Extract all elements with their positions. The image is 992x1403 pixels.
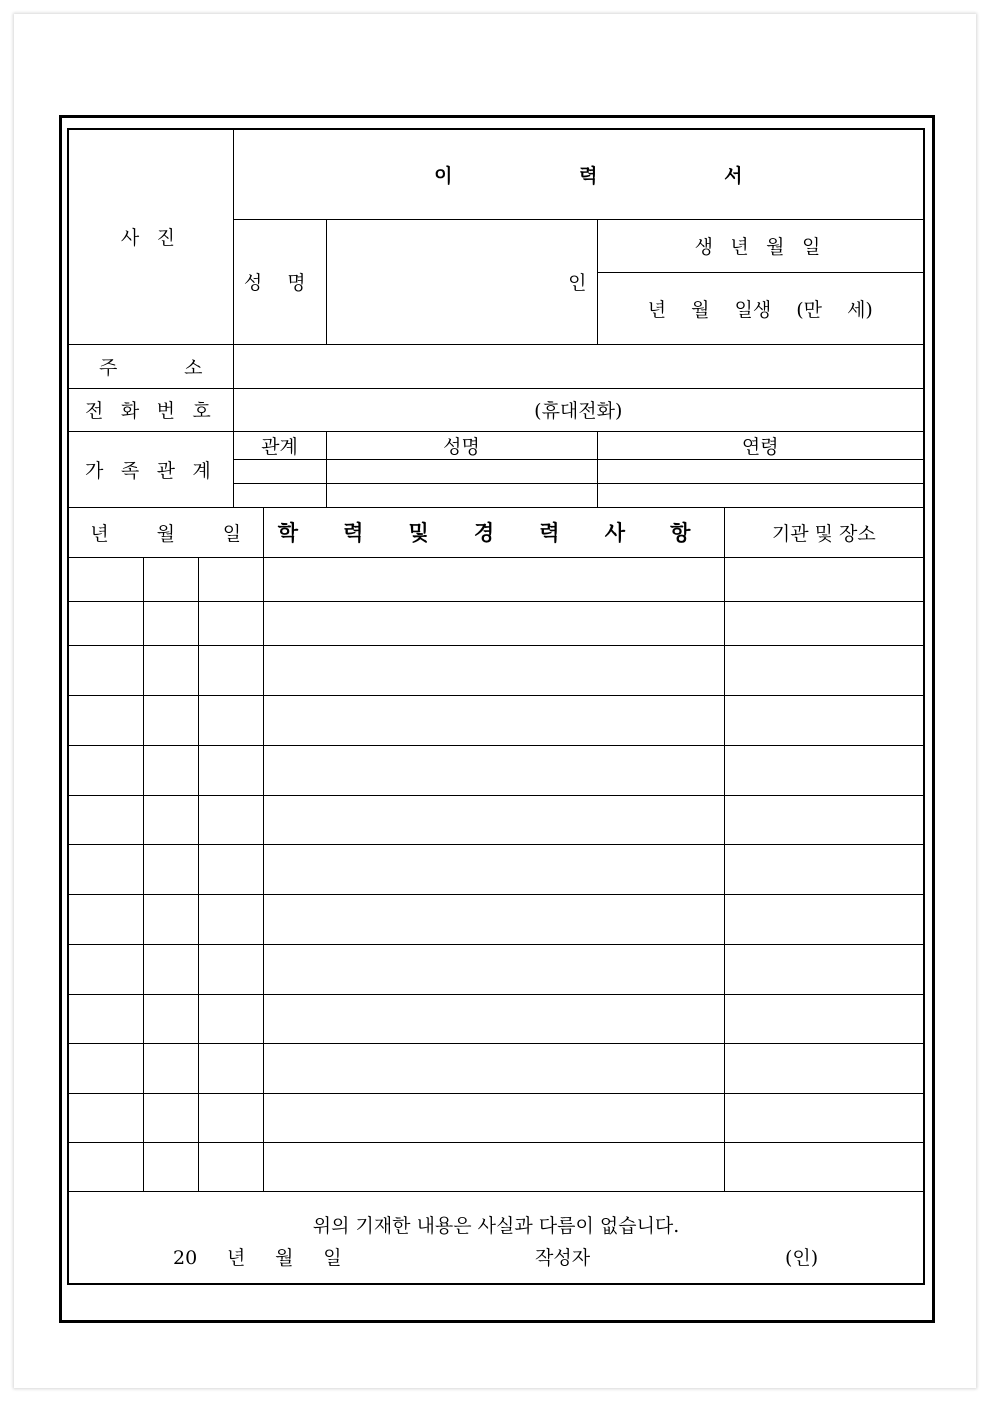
- history-place-field[interactable]: [724, 695, 924, 745]
- history-row: [68, 745, 924, 795]
- history-detail-field[interactable]: [263, 795, 724, 844]
- history-day-field[interactable]: [198, 1093, 263, 1142]
- history-detail-field[interactable]: [263, 1142, 724, 1191]
- history-place-field[interactable]: [724, 844, 924, 894]
- title-char-2: 력: [579, 164, 598, 187]
- history-day-field[interactable]: [198, 795, 263, 844]
- history-year-field[interactable]: [68, 1043, 143, 1093]
- history-day-field[interactable]: [198, 894, 263, 944]
- address-field[interactable]: [233, 344, 924, 388]
- history-place-field[interactable]: [724, 994, 924, 1043]
- history-day-field[interactable]: [198, 645, 263, 695]
- history-main-header: [263, 507, 724, 557]
- birth-label: 생 년 월 일: [694, 236, 826, 258]
- history-place-field[interactable]: [724, 601, 924, 645]
- history-place-header: [724, 507, 924, 557]
- phone-field[interactable]: [233, 388, 924, 431]
- birth-label-cell: [597, 219, 924, 272]
- birth-value: 년 월 일생 (만 세): [647, 298, 873, 321]
- history-day-field[interactable]: [198, 695, 263, 745]
- history-detail-field[interactable]: [263, 844, 724, 894]
- writer-label: 작성자: [535, 1246, 591, 1269]
- history-place-field[interactable]: [724, 557, 924, 601]
- family-name-field[interactable]: [326, 483, 597, 507]
- history-place-field[interactable]: [724, 1043, 924, 1093]
- resume-form: [67, 128, 925, 1285]
- family-header-relation: 관계: [233, 431, 326, 459]
- history-place-field[interactable]: [724, 894, 924, 944]
- history-year-field[interactable]: [68, 844, 143, 894]
- history-month-field[interactable]: [143, 795, 198, 844]
- history-row: [68, 894, 924, 944]
- history-day-field[interactable]: [198, 557, 263, 601]
- history-year-field[interactable]: [68, 645, 143, 695]
- mobile-label: (휴대전화): [534, 400, 623, 422]
- history-detail-field[interactable]: [263, 994, 724, 1043]
- history-row: [68, 795, 924, 844]
- history-place-field[interactable]: [724, 645, 924, 695]
- history-day-field[interactable]: [198, 944, 263, 994]
- history-row: [68, 557, 924, 601]
- history-date-header: [68, 507, 263, 557]
- history-month-field[interactable]: [143, 1093, 198, 1142]
- history-month-field[interactable]: [143, 844, 198, 894]
- history-year-field[interactable]: [68, 557, 143, 601]
- history-detail-field[interactable]: [263, 557, 724, 601]
- title-char-1: 이: [434, 164, 453, 187]
- history-place-field[interactable]: [724, 745, 924, 795]
- photo-label: 사 진: [120, 227, 181, 250]
- history-month-field[interactable]: [143, 645, 198, 695]
- history-month-field[interactable]: [143, 695, 198, 745]
- photo-box[interactable]: [68, 129, 233, 344]
- history-month-field[interactable]: [143, 1043, 198, 1093]
- history-month-field[interactable]: [143, 944, 198, 994]
- family-name-field[interactable]: [326, 459, 597, 483]
- phone-label: 전 화 번 호: [85, 400, 217, 422]
- history-day-field[interactable]: [198, 1043, 263, 1093]
- history-year-field[interactable]: [68, 1093, 143, 1142]
- family-age-field[interactable]: [597, 459, 924, 483]
- history-year-field[interactable]: [68, 944, 143, 994]
- history-row: [68, 645, 924, 695]
- history-month-field[interactable]: [143, 557, 198, 601]
- history-row: [68, 844, 924, 894]
- family-header-age: 연령: [597, 431, 924, 459]
- history-row: [68, 601, 924, 645]
- name-label-cell: [233, 219, 326, 344]
- history-row: [68, 695, 924, 745]
- history-day-field[interactable]: [198, 844, 263, 894]
- history-row: [68, 1093, 924, 1142]
- history-detail-field[interactable]: [263, 601, 724, 645]
- history-detail-field[interactable]: [263, 695, 724, 745]
- phone-label-cell: [68, 388, 233, 431]
- birth-field[interactable]: [597, 272, 924, 344]
- history-detail-field[interactable]: [263, 1043, 724, 1093]
- history-detail-field[interactable]: [263, 944, 724, 994]
- address-label: 주 소: [98, 356, 203, 379]
- history-year-field[interactable]: [68, 1142, 143, 1191]
- history-place-field[interactable]: [724, 944, 924, 994]
- history-day-field[interactable]: [198, 1142, 263, 1191]
- history-detail-field[interactable]: [263, 745, 724, 795]
- name-label: 성 명: [243, 272, 316, 294]
- history-main-header-text: 학 력 및 경 력 사 항: [277, 520, 710, 545]
- history-year-field[interactable]: [68, 795, 143, 844]
- history-month-field[interactable]: [143, 1142, 198, 1191]
- document-title: [233, 129, 924, 219]
- family-relation-field[interactable]: [233, 459, 326, 483]
- family-age-field[interactable]: [597, 483, 924, 507]
- signature-seal[interactable]: (인): [785, 1246, 819, 1269]
- signature-date[interactable]: 20 년 월 일: [173, 1246, 342, 1269]
- history-place-field[interactable]: [724, 795, 924, 844]
- declaration-statement: 위의 기재한 내용은 사실과 다름이 없습니다.: [312, 1214, 680, 1237]
- history-day-field[interactable]: [198, 745, 263, 795]
- history-month-field[interactable]: [143, 601, 198, 645]
- history-month-field[interactable]: [143, 994, 198, 1043]
- history-row: [68, 1142, 924, 1191]
- signature-section: [68, 1191, 924, 1284]
- history-detail-field[interactable]: [263, 894, 724, 944]
- family-label-cell: [68, 431, 233, 507]
- history-day-field[interactable]: [198, 994, 263, 1043]
- history-detail-field[interactable]: [263, 1093, 724, 1142]
- history-day-field[interactable]: [198, 601, 263, 645]
- history-month-field[interactable]: [143, 894, 198, 944]
- history-row: [68, 1043, 924, 1093]
- history-date-header-text: 년 월 일: [90, 522, 242, 545]
- history-year-field[interactable]: [68, 745, 143, 795]
- address-label-cell: [68, 344, 233, 388]
- family-relation-field[interactable]: [233, 483, 326, 507]
- history-row: [68, 994, 924, 1043]
- title-char-3: 서: [724, 164, 743, 187]
- name-field[interactable]: [326, 219, 597, 344]
- history-row: [68, 944, 924, 994]
- history-year-field[interactable]: [68, 601, 143, 645]
- history-year-field[interactable]: [68, 695, 143, 745]
- history-place-field[interactable]: [724, 1093, 924, 1142]
- family-header-name: 성명: [326, 431, 597, 459]
- history-place-field[interactable]: [724, 1142, 924, 1191]
- history-place-header-text: 기관 및 장소: [771, 522, 876, 545]
- seal-mark: 인: [568, 272, 587, 294]
- history-detail-field[interactable]: [263, 645, 724, 695]
- history-month-field[interactable]: [143, 745, 198, 795]
- history-year-field[interactable]: [68, 994, 143, 1043]
- history-year-field[interactable]: [68, 894, 143, 944]
- family-label: 가 족 관 계: [85, 459, 217, 482]
